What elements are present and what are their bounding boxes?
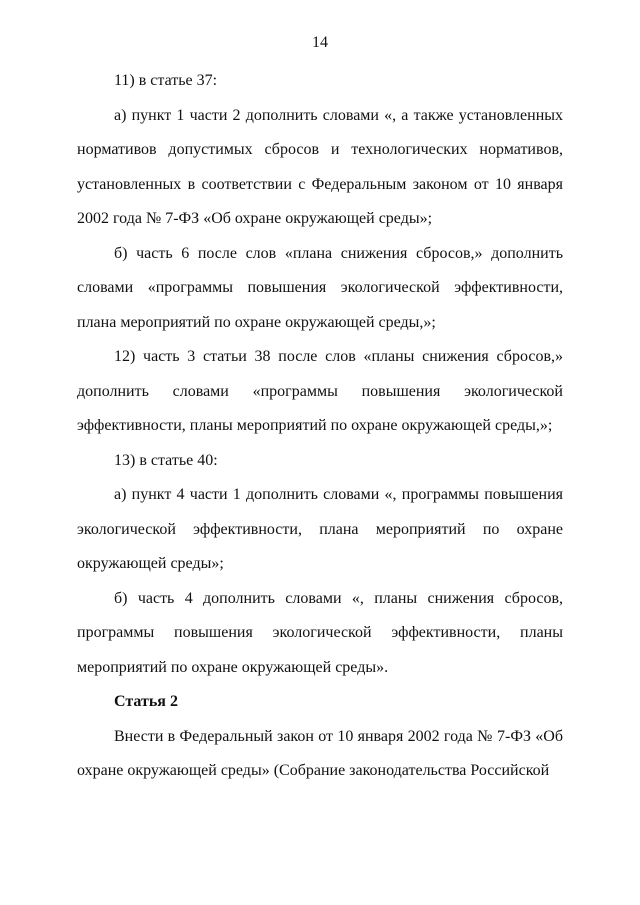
paragraph-item-11: 11) в статье 37: [114,72,218,89]
paragraph-subitem-b: б) часть 6 после слов «плана снижения сбросов,» дополнить словами «программы повышения экологической эффективности, плана мероприятий по охране окружающей среды,»; [77,244,563,331]
document-body [77,64,563,789]
article-heading: Статья 2 [114,693,178,710]
paragraph-subitem-a-2: а) пункт 4 части 1 дополнить словами «, программы повышения экологической эффективности, плана мероприятий по охране окружающей среды»; [77,486,563,572]
paragraph-item-13: 13) в статье 40: [114,451,218,469]
paragraph-subitem-a: а) пункт 1 части 2 дополнить словами «, а также установленных нормативов допустимых сбросов и технологических нормативов, установленных в соответствии с Федеральным законом от 10 января 2002 года № 7-ФЗ «Об охране окружающей среды»; [77,106,563,227]
page-number: 14 [312,34,328,51]
paragraph-article-intro: Внести в Федеральный закон от 10 января 2002 года № 7-ФЗ «Об охране окружающей среды» (Собрание законодательства Российской [77,727,563,779]
paragraph-item-12: 12) часть 3 статьи 38 после слов «планы снижения сбросов,» дополнить словами «программы повышения экологической эффективности, планы мероприятий по охране окружающей среды,»; [77,348,563,434]
paragraph-subitem-b-2: б) часть 4 дополнить словами «, планы снижения сбросов, программы повышения экологической эффективности, планы мероприятий по охране окружающей среды». [77,589,563,676]
